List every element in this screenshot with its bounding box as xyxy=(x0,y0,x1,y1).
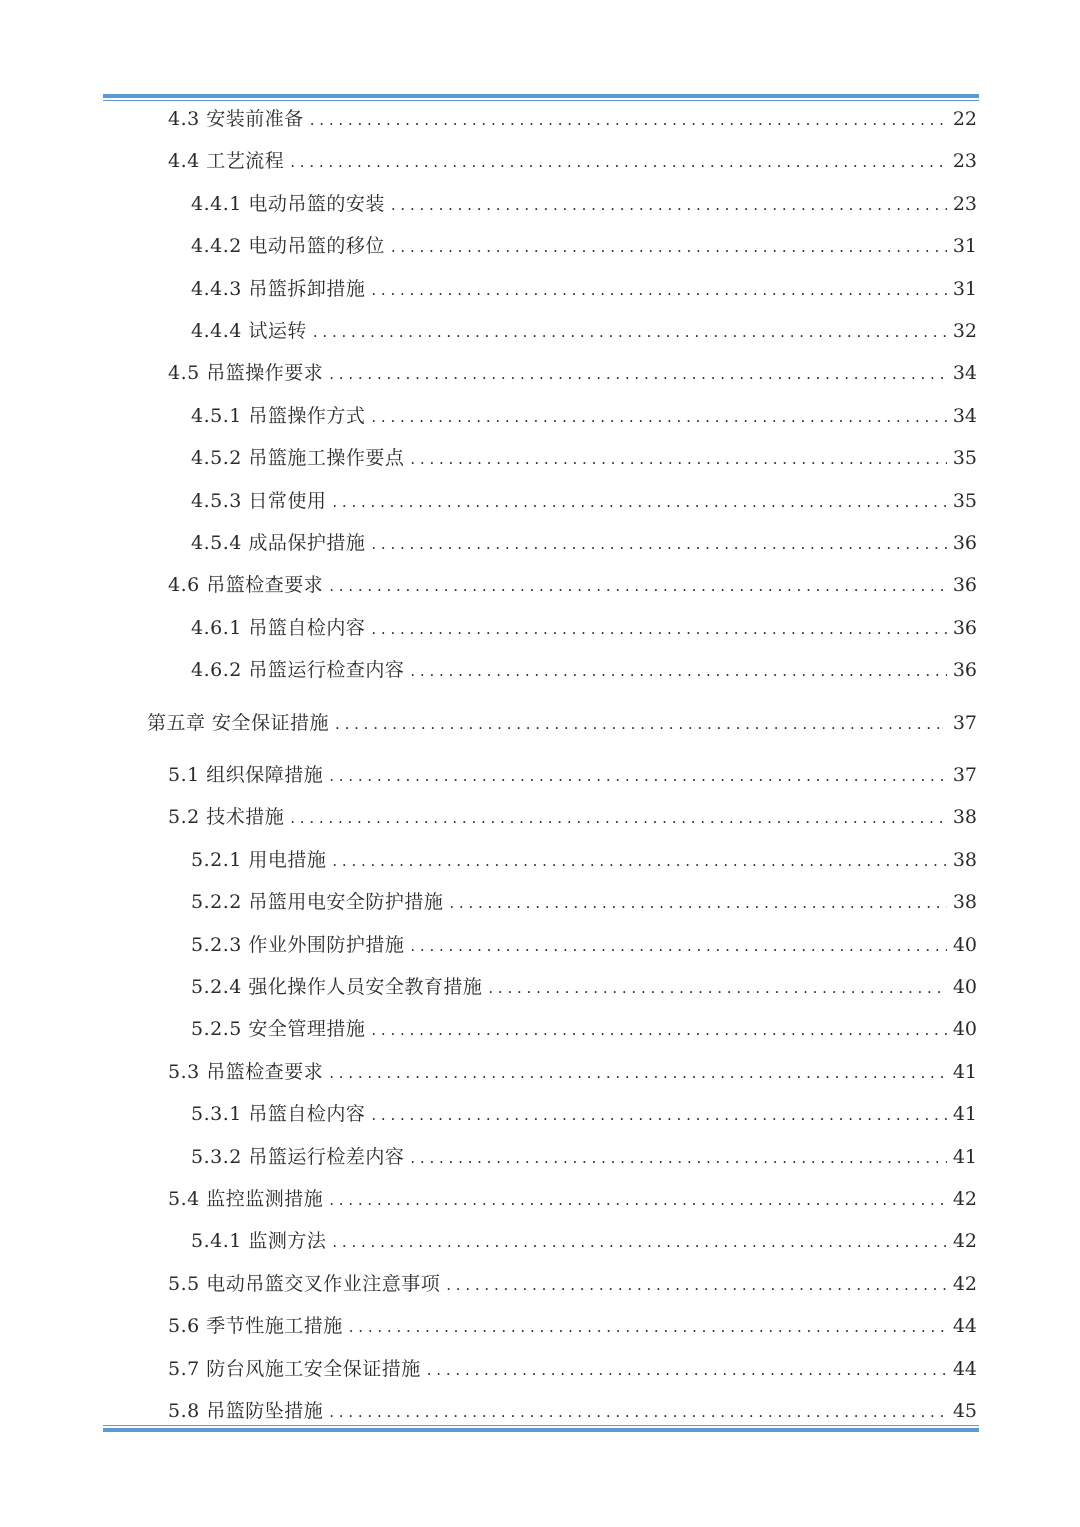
toc-entry[interactable] xyxy=(191,486,977,516)
toc-entry[interactable] xyxy=(168,146,977,176)
toc-page-number: 41 xyxy=(952,1061,977,1083)
toc-entry-title: 5.5 电动吊篮交叉作业注意事项 xyxy=(168,1273,441,1295)
toc-dot-leader xyxy=(391,190,947,220)
toc-entry[interactable] xyxy=(168,1184,977,1214)
toc-entry-title: 5.7 防台风施工安全保证措施 xyxy=(168,1358,421,1380)
toc-entry[interactable] xyxy=(191,655,977,685)
toc-entry[interactable] xyxy=(191,845,977,875)
toc-page-number: 34 xyxy=(952,405,977,427)
toc-dot-leader xyxy=(332,1227,946,1257)
toc-page-number: 37 xyxy=(952,712,977,734)
toc-entry[interactable] xyxy=(191,1142,977,1172)
toc-entry[interactable] xyxy=(168,1057,977,1087)
toc-dot-leader xyxy=(371,614,946,644)
toc-page-number: 23 xyxy=(952,193,977,215)
toc-dot-leader xyxy=(329,1397,947,1427)
toc-entry[interactable] xyxy=(191,231,977,261)
toc-dot-leader xyxy=(310,105,947,135)
toc-entry-title: 第五章 安全保证措施 xyxy=(147,712,330,734)
toc-entry[interactable] xyxy=(168,1269,977,1299)
toc-dot-leader xyxy=(371,1100,946,1130)
toc-entry-title: 5.4 监控监测措施 xyxy=(168,1188,324,1210)
toc-entry-title: 4.5.4 成品保护措施 xyxy=(191,532,366,554)
toc-page-number: 40 xyxy=(952,976,977,998)
toc-entry[interactable] xyxy=(168,760,977,790)
toc-entry-title: 4.6.2 吊篮运行检查内容 xyxy=(191,659,405,681)
toc-dot-leader xyxy=(335,709,947,739)
toc-page-number: 36 xyxy=(952,659,977,681)
toc-page-number: 42 xyxy=(952,1230,977,1252)
toc-entry[interactable] xyxy=(147,708,977,738)
toc-page-number: 38 xyxy=(952,849,977,871)
toc-dot-leader xyxy=(410,656,946,686)
toc-page-number: 44 xyxy=(952,1358,977,1380)
toc-entry[interactable] xyxy=(191,1014,977,1044)
toc-dot-leader xyxy=(371,402,946,432)
toc-entry[interactable] xyxy=(191,972,977,1002)
toc-page-number: 42 xyxy=(952,1188,977,1210)
toc-page-number: 31 xyxy=(952,278,977,300)
footer-rule xyxy=(103,1425,979,1432)
toc-dot-leader xyxy=(410,931,946,961)
toc-entry[interactable] xyxy=(191,887,977,917)
toc-entry[interactable] xyxy=(168,1396,977,1426)
toc-entry[interactable] xyxy=(191,316,977,346)
toc-entry-title: 4.3 安装前准备 xyxy=(168,108,304,130)
toc-dot-leader xyxy=(371,529,946,559)
toc-page-number: 22 xyxy=(952,108,977,130)
toc-entry-title: 4.4.2 电动吊篮的移位 xyxy=(191,235,385,257)
toc-page-number: 45 xyxy=(952,1400,977,1422)
toc-entry[interactable] xyxy=(191,930,977,960)
toc-page-number: 34 xyxy=(952,362,977,384)
toc-page-number: 41 xyxy=(952,1146,977,1168)
toc-dot-leader xyxy=(329,571,947,601)
toc-entry[interactable] xyxy=(191,613,977,643)
toc-entry[interactable] xyxy=(191,401,977,431)
toc-page-number: 35 xyxy=(952,490,977,512)
toc-page-number: 36 xyxy=(952,574,977,596)
toc-dot-leader xyxy=(290,803,947,833)
toc-page-number: 42 xyxy=(952,1273,977,1295)
toc-entry[interactable] xyxy=(168,1311,977,1341)
toc-entry-title: 5.2.1 用电措施 xyxy=(191,849,327,871)
toc-entry-title: 4.5.2 吊篮施工操作要点 xyxy=(191,447,405,469)
toc-dot-leader xyxy=(391,232,947,262)
toc-page-number: 40 xyxy=(952,1018,977,1040)
toc-dot-leader xyxy=(449,888,946,918)
toc-page-number: 41 xyxy=(952,1103,977,1125)
toc-page-number: 35 xyxy=(952,447,977,469)
toc-page-number: 37 xyxy=(952,764,977,786)
toc-entry-title: 5.1 组织保障措施 xyxy=(168,764,324,786)
toc-dot-leader xyxy=(488,973,946,1003)
toc-page-number: 44 xyxy=(952,1315,977,1337)
toc-entry-title: 5.6 季节性施工措施 xyxy=(168,1315,343,1337)
toc-entry[interactable] xyxy=(191,274,977,304)
toc-entry-title: 5.8 吊篮防坠措施 xyxy=(168,1400,324,1422)
toc-dot-leader xyxy=(329,1185,947,1215)
toc-entry[interactable] xyxy=(168,1354,977,1384)
toc-entry[interactable] xyxy=(168,104,977,134)
toc-entry-title: 5.2.3 作业外围防护措施 xyxy=(191,934,405,956)
toc-page-number: 36 xyxy=(952,617,977,639)
toc-dot-leader xyxy=(349,1312,947,1342)
toc-dot-leader xyxy=(290,147,947,177)
toc-entry[interactable] xyxy=(168,802,977,832)
toc-entry[interactable] xyxy=(191,528,977,558)
toc-entry[interactable] xyxy=(168,570,977,600)
toc-entry[interactable] xyxy=(191,443,977,473)
toc-entry[interactable] xyxy=(191,1226,977,1256)
toc-dot-leader xyxy=(446,1270,947,1300)
toc-entry-title: 4.5.3 日常使用 xyxy=(191,490,327,512)
toc-entry[interactable] xyxy=(191,189,977,219)
toc-entry[interactable] xyxy=(191,1099,977,1129)
toc-entry-title: 5.2.5 安全管理措施 xyxy=(191,1018,366,1040)
toc-entry-title: 4.4.4 试运转 xyxy=(191,320,307,342)
toc-dot-leader xyxy=(371,1015,946,1045)
toc-entry-title: 5.2.2 吊篮用电安全防护措施 xyxy=(191,891,444,913)
toc-entry-title: 5.3.1 吊篮自检内容 xyxy=(191,1103,366,1125)
toc-page-number: 31 xyxy=(952,235,977,257)
toc-dot-leader xyxy=(332,487,946,517)
toc-page-number: 38 xyxy=(952,806,977,828)
toc-entry-title: 5.2 技术措施 xyxy=(168,806,285,828)
toc-dot-leader xyxy=(329,1058,947,1088)
toc-dot-leader xyxy=(427,1355,947,1385)
toc-entry-title: 4.5.1 吊篮操作方式 xyxy=(191,405,366,427)
toc-page-number: 23 xyxy=(952,150,977,172)
toc-entry-title: 4.6.1 吊篮自检内容 xyxy=(191,617,366,639)
toc-page-number: 38 xyxy=(952,891,977,913)
toc-dot-leader xyxy=(332,846,946,876)
toc-entry-title: 5.3 吊篮检查要求 xyxy=(168,1061,324,1083)
toc-entry-title: 4.6 吊篮检查要求 xyxy=(168,574,324,596)
toc-entry-title: 4.5 吊篮操作要求 xyxy=(168,362,324,384)
toc-dot-leader xyxy=(410,444,946,474)
toc-dot-leader xyxy=(329,359,947,389)
toc-page-number: 40 xyxy=(952,934,977,956)
toc-entry-title: 4.4.3 吊篮拆卸措施 xyxy=(191,278,366,300)
toc-page-number: 32 xyxy=(952,320,977,342)
toc-dot-leader xyxy=(329,761,947,791)
toc-page-number: 36 xyxy=(952,532,977,554)
toc-entry-title: 4.4.1 电动吊篮的安装 xyxy=(191,193,385,215)
toc-entry-title: 4.4 工艺流程 xyxy=(168,150,285,172)
toc-entry-title: 5.4.1 监测方法 xyxy=(191,1230,327,1252)
toc-entry-title: 5.2.4 强化操作人员安全教育措施 xyxy=(191,976,483,998)
toc-entry-title: 5.3.2 吊篮运行检差内容 xyxy=(191,1146,405,1168)
toc-entry[interactable] xyxy=(168,358,977,388)
toc-dot-leader xyxy=(410,1143,946,1173)
toc-dot-leader xyxy=(371,275,946,305)
toc-dot-leader xyxy=(313,317,947,347)
